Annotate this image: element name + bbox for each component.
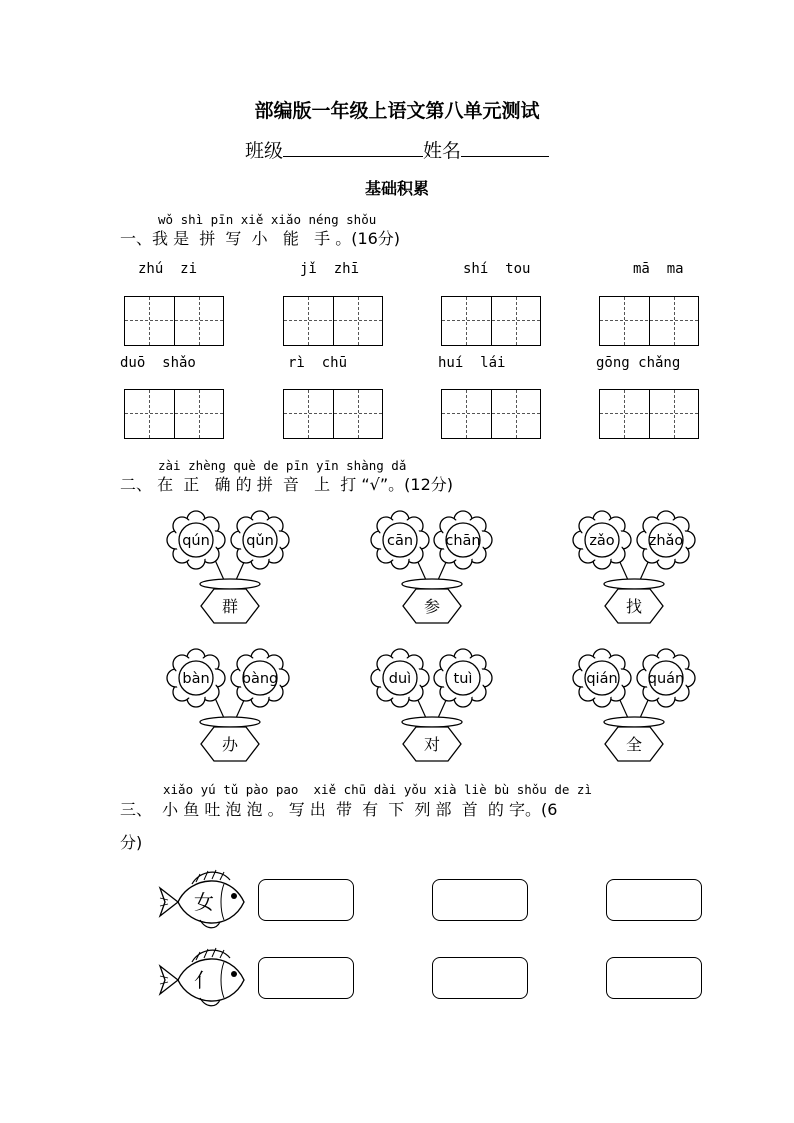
q1-word-pinyin: huí lái — [438, 355, 506, 371]
pinyin-option[interactable]: bàng — [241, 671, 279, 687]
answer-box[interactable] — [606, 879, 702, 921]
pinyin-option[interactable]: zǎo — [589, 533, 615, 549]
vase-character: 找 — [625, 597, 643, 616]
q2-pinyin: zài zhèng què de pīn yīn shàng dǎ — [158, 458, 407, 473]
q3-instruction: 三、 小 鱼 吐 泡 泡 。 写 出 带 有 下 列 部 首 的 字。(6 — [120, 800, 558, 819]
q1-word-pinyin: zhú zi — [138, 261, 198, 277]
q3-pinyin: xiǎo yú tǔ pào pao xiě chū dài yǒu xià liè bù shǒu de zì — [163, 782, 592, 797]
pinyin-option[interactable]: cān — [386, 533, 414, 549]
vase-character: 参 — [423, 597, 441, 616]
answer-box[interactable] — [606, 957, 702, 999]
answer-box[interactable] — [432, 879, 528, 921]
q1-word-pinyin: duō shǎo — [120, 355, 196, 371]
vase-character: 全 — [625, 735, 643, 754]
q1-pinyin: wǒ shì pīn xiě xiǎo néng shǒu — [158, 212, 377, 227]
pinyin-option[interactable]: qǔn — [246, 533, 274, 549]
pinyin-option[interactable]: zhǎo — [648, 533, 684, 549]
pinyin-option[interactable]: quán — [647, 671, 685, 687]
q1-word-pinyin: shí tou — [463, 261, 531, 277]
fish-radical: 亻 — [194, 968, 214, 992]
pinyin-option[interactable]: bàn — [182, 671, 210, 687]
q1-word-pinyin: gōng chǎng — [596, 355, 681, 371]
name-label: 姓名 — [423, 140, 462, 162]
vase-character: 群 — [221, 597, 239, 616]
q1-word-pinyin: rì chū — [288, 355, 348, 371]
q1-instruction: 一、我 是 拼 写 小 能 手 。(16分) — [120, 229, 401, 248]
pinyin-option[interactable]: tuì — [453, 671, 473, 687]
pinyin-option[interactable]: chān — [445, 533, 481, 549]
answer-box[interactable] — [258, 957, 354, 999]
answer-box[interactable] — [432, 957, 528, 999]
section-title: 基础积累 — [364, 179, 429, 198]
q1-word-pinyin: mā ma — [633, 261, 684, 277]
answer-box[interactable] — [258, 879, 354, 921]
q3-instruction-cont: 分) — [120, 833, 143, 852]
pinyin-option[interactable]: qián — [586, 671, 618, 687]
q1-word-pinyin: jǐ zhī — [300, 261, 360, 277]
vase-character: 办 — [221, 735, 239, 754]
vase-character: 对 — [423, 735, 441, 754]
pinyin-option[interactable]: duì — [388, 671, 412, 687]
pinyin-option[interactable]: qún — [182, 533, 210, 549]
q2-instruction: 二、 在 正 确 的 拼 音 上 打 “√”。(12分) — [120, 475, 453, 494]
fish-radical: 女 — [194, 890, 214, 914]
class-label: 班级 — [244, 140, 283, 162]
page-title: 部编版一年级上语文第八单元测试 — [254, 100, 540, 122]
